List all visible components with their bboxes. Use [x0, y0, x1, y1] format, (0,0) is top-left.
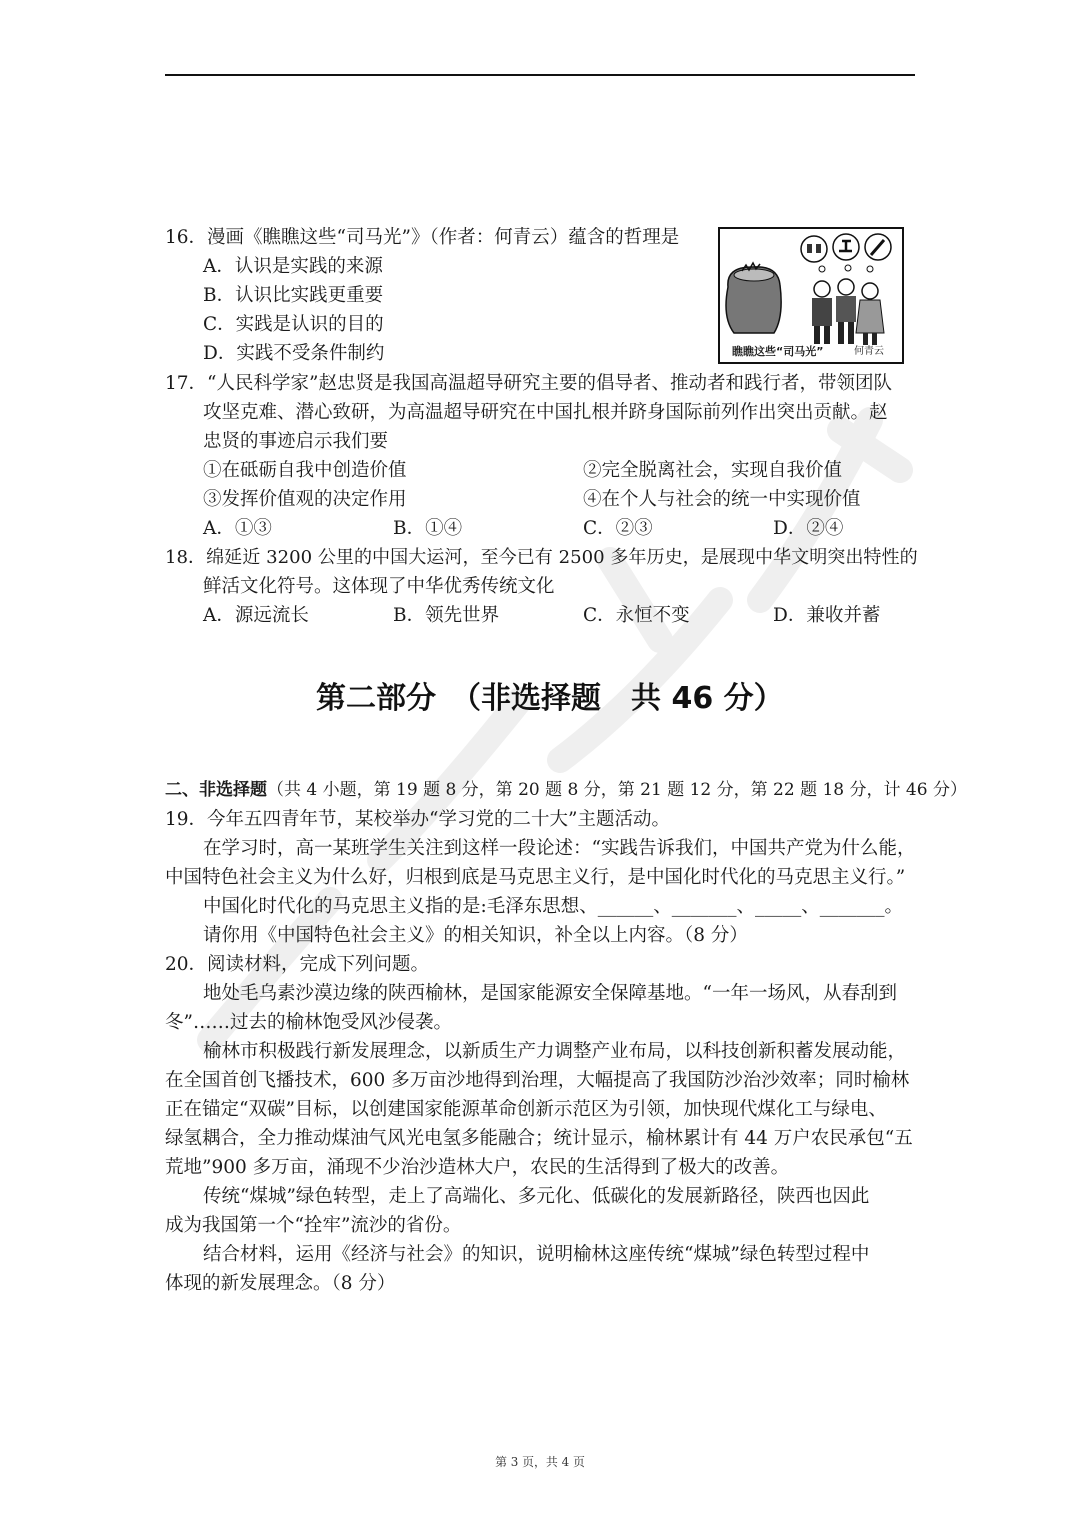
cartoon-author: 何青云 — [854, 346, 884, 357]
q20-line-7: 绿氢耦合，全力推动煤油气风光电氢多能融合；统计显示，榆林累计有 44 万户农民承包“五 — [165, 1128, 913, 1149]
q20-line-1: 20．阅读材料，完成下列问题。 — [165, 954, 430, 975]
section2-header — [165, 782, 967, 799]
q16-option-c: C．实践是认识的目的 — [203, 314, 384, 335]
cartoon-drawing — [718, 227, 904, 364]
q19-line-5: 请你用《中国特色社会主义》的相关知识，补全以上内容。（8 分） — [203, 925, 748, 946]
q20-line-3: 冬”……过去的榆林饱受风沙侵袭。 — [165, 1012, 452, 1033]
cartoon-caption: 瞧瞧这些“司马光” — [732, 345, 824, 358]
q20-line-5: 在全国首创飞播技术，600 多万亩沙地得到治理，大幅提高了我国防沙治沙效率；同时榆林 — [165, 1070, 910, 1091]
q20-line-6: 正在锚定“双碳”目标，以创建国家能源革命创新示范区为引领，加快现代煤化工与绿电、 — [165, 1099, 887, 1120]
q17-statement-1: ①在砥砺自我中创造价值 — [203, 460, 407, 481]
q17-option-d: D．②④ — [773, 518, 844, 539]
q18-option-c: C．永恒不变 — [583, 605, 690, 626]
q17-option-c: C．②③ — [583, 518, 653, 539]
q17-statement-2: ②完全脱离社会，实现自我价值 — [583, 460, 843, 481]
q18-line-1: 18．绵延近 3200 公里的中国大运河，至今已有 2500 多年历史，是展现中华文明突出特性的 — [165, 547, 918, 568]
q18-line-2: 鲜活文化符号。这体现了中华优秀传统文化 — [203, 576, 555, 597]
section2-note: （共 4 小题，第 19 题 8 分，第 20 题 8 分，第 21 题 12 分，第 22 题 18 分，计 46 分） — [267, 780, 967, 800]
q19-line-4: 中国化时代化的马克思主义指的是:毛泽东思想、______、_______、_____、_______。 — [203, 896, 903, 917]
q18-option-d: D．兼收并蓄 — [773, 605, 881, 626]
part2-title: 第二部分 （非选择题 共 46 分） — [316, 681, 784, 716]
q20-line-12: 体现的新发展理念。（8 分） — [165, 1273, 396, 1294]
q20-line-8: 荒地”900 多万亩，涌现不少治沙造林大户，农民的生活得到了极大的改善。 — [165, 1157, 790, 1178]
q17-statement-3: ③发挥价值观的决定作用 — [203, 489, 407, 510]
q17-line-1: 17．“人民科学家”赵忠贤是我国高温超导研究主要的倡导者、推动者和践行者，带领团队 — [165, 373, 892, 394]
q19-line-3: 中国特色社会主义为什么好，归根到底是马克思主义行，是中国化时代化的马克思主义行。” — [165, 867, 906, 888]
q17-statement-4: ④在个人与社会的统一中实现价值 — [583, 489, 861, 510]
header-rule — [165, 74, 915, 76]
q18-option-a: A．源远流长 — [203, 605, 309, 626]
q20-line-11: 结合材料，运用《经济与社会》的知识，说明榆林这座传统“煤城”绿色转型过程中 — [203, 1244, 870, 1265]
page-footer: 第 3 页，共 4 页 — [495, 1455, 585, 1469]
section2-heading: 二、非选择题 — [165, 780, 267, 800]
q17-line-2: 攻坚克难、潜心致研，为高温超导研究在中国扎根并跻身国际前列作出突出贡献。赵 — [203, 402, 888, 423]
q16-option-a: A．认识是实践的来源 — [203, 256, 383, 277]
q17-option-a: A．①③ — [203, 518, 272, 539]
q20-line-4: 榆林市积极践行新发展理念，以新质生产力调整产业布局，以科技创新积蓄发展动能， — [203, 1041, 907, 1062]
q19-line-2: 在学习时，高一某班学生关注到这样一段论述：“实践告诉我们，中国共产党为什么能， — [203, 838, 916, 859]
q16-stem: 16．漫画《瞧瞧这些“司马光”》（作者：何青云）蕴含的哲理是 — [165, 227, 680, 248]
q20-line-2: 地处毛乌素沙漠边缘的陕西榆林，是国家能源安全保障基地。“一年一场风，从春刮到 — [203, 983, 897, 1004]
q19-line-1: 19．今年五四青年节，某校举办“学习党的二十大”主题活动。 — [165, 809, 670, 830]
q20-line-9: 传统“煤城”绿色转型，走上了高端化、多元化、低碳化的发展新路径，陕西也因此 — [203, 1186, 870, 1207]
q20-line-10: 成为我国第一个“拴牢”流沙的省份。 — [165, 1215, 462, 1236]
q17-option-b: B．①④ — [393, 518, 463, 539]
q16-option-d: D．实践不受条件制约 — [203, 343, 385, 364]
q17-line-3: 忠贤的事迹启示我们要 — [203, 431, 389, 452]
q18-option-b: B．领先世界 — [393, 605, 500, 626]
cartoon-image — [718, 227, 904, 364]
q16-option-b: B．认识比实践更重要 — [203, 285, 384, 306]
